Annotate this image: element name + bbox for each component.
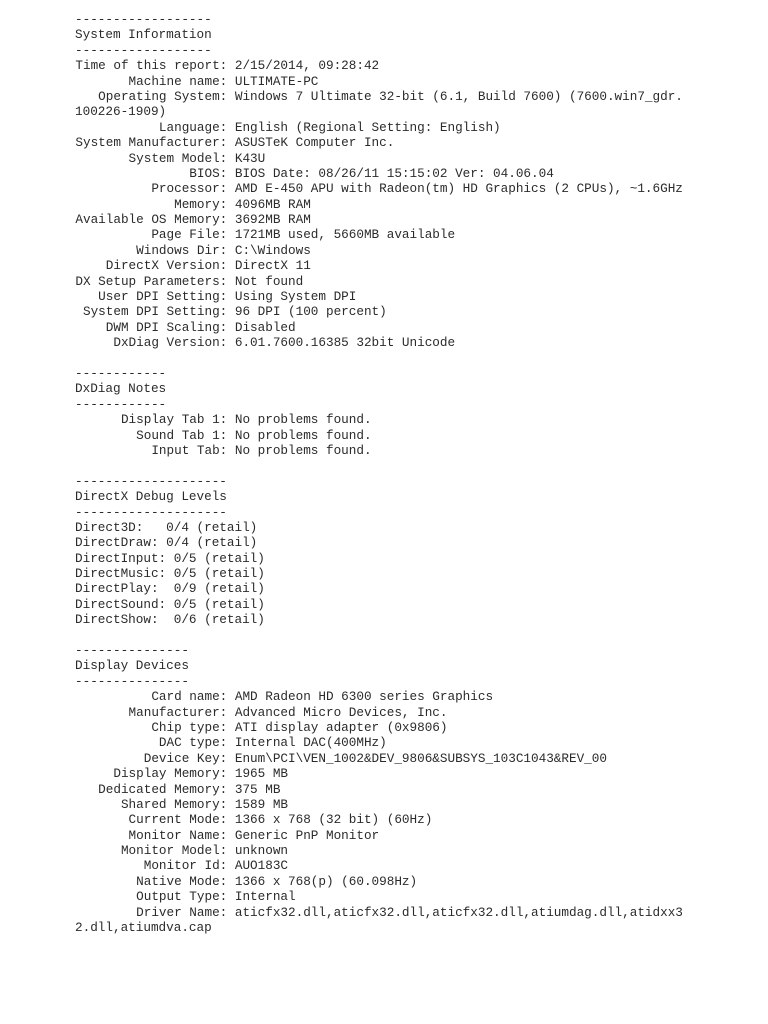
section-rule: -------------------- (75, 473, 227, 489)
row-value: Enum\PCI\VEN_1002&DEV_9806&SUBSYS_103C1043&REV_00 (234, 750, 607, 766)
report-row (75, 181, 755, 196)
row-value: 6.01.7600.16385 32bit Unicode (234, 335, 456, 351)
row-key: DX Setup Parameters: (75, 273, 228, 289)
row-key: Windows Dir: (136, 242, 228, 258)
row-key: DirectSound: (75, 596, 167, 612)
report-row (75, 74, 755, 89)
report-row (75, 135, 755, 150)
row-key: Shared Memory: (120, 796, 228, 812)
blank-line (75, 458, 755, 473)
row-value: 1965 MB (234, 766, 289, 782)
row-value: 0/5 (retail) (166, 566, 265, 582)
row-value: 1366 x 768(p) (60.098Hz) (234, 873, 418, 889)
row-key: Current Mode: (128, 812, 228, 828)
section-dxdiag-notes (75, 351, 755, 459)
report-row (75, 689, 755, 704)
section-rule: --------------- (75, 643, 189, 659)
row-value: ASUSTeK Computer Inc. (234, 135, 395, 151)
row-key: DirectInput: (75, 550, 167, 566)
report-row (75, 705, 755, 720)
row-key: DWM DPI Scaling: (105, 319, 228, 335)
report-row (75, 89, 755, 104)
report-row (75, 412, 755, 427)
row-value: aticfx32.dll,aticfx32.dll,aticfx32.dll,atiumdag.dll,atidxx3 (234, 904, 683, 920)
row-key: Device Key: (143, 750, 228, 766)
row-value: Internal (234, 889, 296, 905)
row-key: DirectPlay: (75, 581, 159, 597)
row-value: BIOS Date: 08/26/11 15:15:02 Ver: 04.06.04 (234, 165, 554, 181)
row-key: Monitor Model: (120, 843, 228, 859)
row-value: 0/5 (retail) (166, 550, 265, 566)
section-title: Display Devices (75, 658, 189, 674)
section-display-devices (75, 628, 755, 936)
report-row (75, 751, 755, 766)
section-system-information (75, 12, 755, 351)
row-key: Chip type: (151, 719, 228, 735)
row-key: Memory: (174, 196, 228, 212)
row-value: AMD E-450 APU with Radeon(tm) HD Graphics (2 CPUs), ~1.6GHz (234, 181, 683, 197)
report-row (75, 812, 755, 827)
report-row (75, 428, 755, 443)
row-value: No problems found. (234, 412, 372, 428)
report-row (75, 766, 755, 781)
report-row (75, 858, 755, 873)
row-value: 0/5 (retail) (166, 596, 265, 612)
row-key: Machine name: (128, 73, 228, 89)
row-key: Monitor Id: (143, 858, 228, 874)
row-value-continuation: 100226-1909) (75, 104, 167, 120)
row-value: ULTIMATE-PC (234, 73, 319, 89)
report-row (75, 58, 755, 73)
row-key: Native Mode: (136, 873, 228, 889)
row-value: Advanced Micro Devices, Inc. (234, 704, 448, 720)
row-value: Using System DPI (234, 289, 357, 305)
report-row (75, 151, 755, 166)
report-row (75, 320, 755, 335)
report-row (75, 797, 755, 812)
report-row (75, 274, 755, 289)
section-rule: ------------ (75, 365, 167, 381)
report-row (75, 289, 755, 304)
report-row (75, 889, 755, 904)
row-key: Driver Name: (136, 904, 228, 920)
row-key: Operating System: (98, 88, 228, 104)
row-value: ATI display adapter (0x9806) (234, 719, 448, 735)
row-value: 1589 MB (234, 796, 289, 812)
report-row (75, 227, 755, 242)
section-title: System Information (75, 27, 212, 43)
report-row (75, 597, 755, 612)
row-key: BIOS: (189, 165, 228, 181)
row-key: Input Tab: (151, 442, 228, 458)
row-value: 0/9 (retail) (158, 581, 265, 597)
blank-line (75, 628, 755, 643)
row-key: Monitor Name: (128, 827, 228, 843)
report-row (75, 874, 755, 889)
row-key: DirectX Version: (105, 258, 228, 274)
report-row (75, 612, 755, 627)
report-row (75, 197, 755, 212)
row-value: English (Regional Setting: English) (234, 119, 501, 135)
row-key: System DPI Setting: (82, 304, 228, 320)
row-key: DxDiag Version: (113, 335, 228, 351)
row-value: 375 MB (234, 781, 281, 797)
row-key: DirectMusic: (75, 566, 167, 582)
report-row (75, 581, 755, 596)
row-value: Internal DAC(400MHz) (234, 735, 387, 751)
row-value: K43U (234, 150, 266, 166)
row-key: DirectShow: (75, 612, 159, 628)
report-row (75, 335, 755, 350)
section-rule: ------------------ (75, 42, 212, 58)
row-key: Page File: (151, 227, 228, 243)
row-value: 1366 x 768 (32 bit) (60Hz) (234, 812, 433, 828)
row-key: Time of this report: (75, 58, 228, 74)
row-key: Display Tab 1: (120, 412, 228, 428)
report-row (75, 120, 755, 135)
report-row (75, 443, 755, 458)
section-title: DirectX Debug Levels (75, 489, 227, 505)
report-row (75, 551, 755, 566)
section-title: DxDiag Notes (75, 381, 167, 397)
row-value: No problems found. (234, 442, 372, 458)
row-value: 4096MB RAM (234, 196, 311, 212)
report-row (75, 720, 755, 735)
row-key: Available OS Memory: (75, 212, 228, 228)
row-value: 2/15/2014, 09:28:42 (234, 58, 380, 74)
row-value: 0/6 (retail) (158, 612, 265, 628)
report-row (75, 843, 755, 858)
row-value: Generic PnP Monitor (234, 827, 380, 843)
report-row (75, 243, 755, 258)
report-row (75, 520, 755, 535)
row-key: System Model: (128, 150, 228, 166)
row-value: 0/4 (retail) (143, 519, 258, 535)
report-row (75, 535, 755, 550)
row-key: Output Type: (136, 889, 228, 905)
section-directx-debug-levels (75, 458, 755, 627)
section-rule: ------------------ (75, 12, 212, 27)
row-value-continuation: 2.dll,atiumdva.cap (75, 920, 212, 936)
report-row (75, 212, 755, 227)
row-value: 1721MB used, 5660MB available (234, 227, 456, 243)
section-rule: --------------- (75, 673, 189, 689)
blank-line (75, 351, 755, 366)
row-value: DirectX 11 (234, 258, 311, 274)
report-row (75, 258, 755, 273)
row-key: Direct3D: (75, 519, 144, 535)
row-key: Processor: (151, 181, 228, 197)
report-row (75, 566, 755, 581)
row-key: Sound Tab 1: (136, 427, 228, 443)
report-row (75, 905, 755, 920)
row-key: Display Memory: (113, 766, 228, 782)
row-key: User DPI Setting: (98, 289, 228, 305)
row-value: 96 DPI (100 percent) (234, 304, 387, 320)
row-value: AUO183C (234, 858, 289, 874)
row-key: Dedicated Memory: (98, 781, 228, 797)
report-row (75, 782, 755, 797)
dxdiag-report (75, 12, 755, 935)
row-key: Language: (158, 119, 228, 135)
row-key: DirectDraw: (75, 535, 159, 551)
row-key: Card name: (151, 689, 228, 705)
row-value: C:\Windows (234, 242, 311, 258)
row-value: Windows 7 Ultimate 32-bit (6.1, Build 7600) (7600.win7_gdr. (234, 88, 683, 104)
row-value: 3692MB RAM (234, 212, 311, 228)
row-value: No problems found. (234, 427, 372, 443)
row-value: 0/4 (retail) (158, 535, 258, 551)
report-row (75, 304, 755, 319)
row-key: System Manufacturer: (75, 135, 228, 151)
row-value: Not found (234, 273, 304, 289)
report-row (75, 166, 755, 181)
row-key: Manufacturer: (128, 704, 228, 720)
section-rule: -------------------- (75, 504, 227, 520)
row-value: Disabled (234, 319, 296, 335)
report-row (75, 828, 755, 843)
section-rule: ------------ (75, 396, 167, 412)
report-row (75, 735, 755, 750)
row-value: AMD Radeon HD 6300 series Graphics (234, 689, 494, 705)
row-value: unknown (234, 843, 289, 859)
row-key: DAC type: (158, 735, 228, 751)
